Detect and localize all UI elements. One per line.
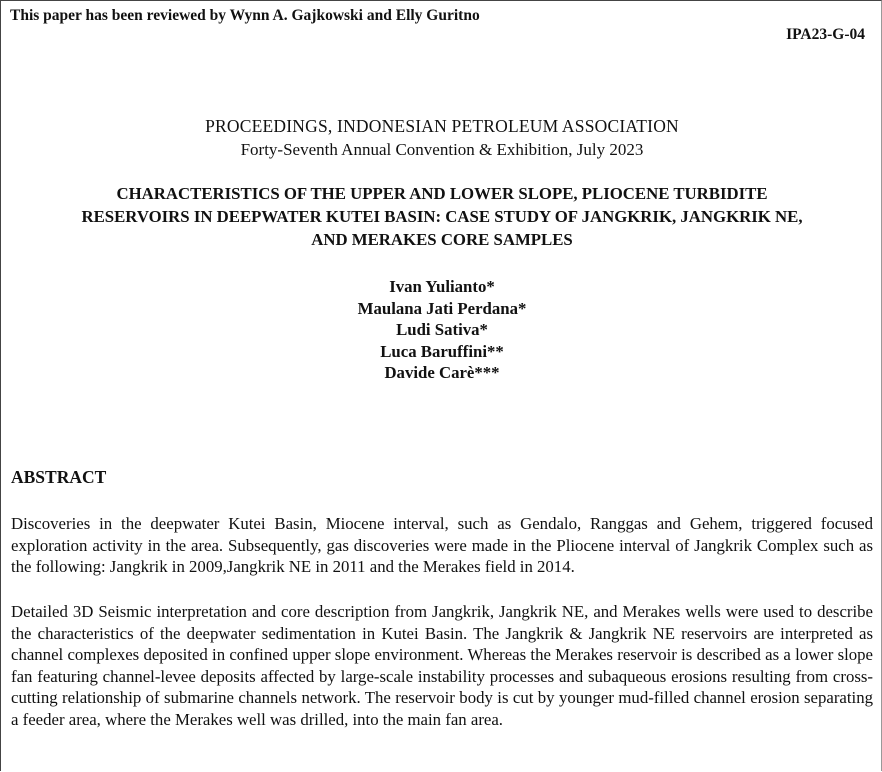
paper-title	[1, 182, 882, 251]
title-line: AND MERAKES CORE SAMPLES	[311, 230, 573, 249]
review-note: This paper has been reviewed by Wynn A. Gajkowski and Elly Guritno	[10, 7, 480, 24]
abstract-paragraph: Detailed 3D Seismic interpretation and core description from Jangkrik, Jangkrik NE, and Merakes wells were used to describe the characteristics of the deepwater sedimentation in Kutei Basin. The Jangkrik & Jangkrik NE reservoirs are interpreted as channel complexes deposited in confined upper slope environment. Whereas the Merakes reservoir is described as a lower slope fan featuring channel-levee deposits affected by large-scale instability processes and subaqueous erosions resulting from cross-cutting relationship of submarine channels network. The reservoir body is cut by younger mud-filled channel erosion separating a feeder area, where the Merakes well was drilled, into the main fan area.	[11, 602, 873, 729]
paper-code: IPA23-G-04	[786, 26, 865, 43]
proceedings-convention: Forty-Seventh Annual Convention & Exhibition, July 2023	[240, 140, 644, 159]
author-name: Maulana Jati Perdana*	[357, 298, 527, 318]
abstract-heading: ABSTRACT	[11, 467, 107, 487]
title-line: CHARACTERISTICS OF THE UPPER AND LOWER SLOPE, PLIOCENE TURBIDITE	[116, 184, 768, 203]
author-name: Ludi Sativa*	[396, 320, 488, 339]
author-list	[1, 276, 882, 384]
author-name: Luca Baruffini**	[380, 341, 504, 361]
proceedings-organization: PROCEEDINGS, INDONESIAN PETROLEUM ASSOCIATION	[205, 116, 679, 136]
author-name: Ivan Yulianto*	[389, 277, 495, 296]
author-name: Davide Carè***	[384, 363, 500, 382]
title-line: RESERVOIRS IN DEEPWATER KUTEI BASIN: CASE STUDY OF JANGKRIK, JANGKRIK NE,	[81, 207, 803, 226]
abstract-paragraph: Discoveries in the deepwater Kutei Basin, Miocene interval, such as Gendalo, Ranggas and Gehem, triggered focused exploration activity in the area. Subsequently, gas discoveries were made in the Pliocene interval of Jangkrik Complex such as the following: Jangkrik in 2009,Jangkrik NE in 2011 and the Merakes field in 2014.	[11, 514, 873, 576]
